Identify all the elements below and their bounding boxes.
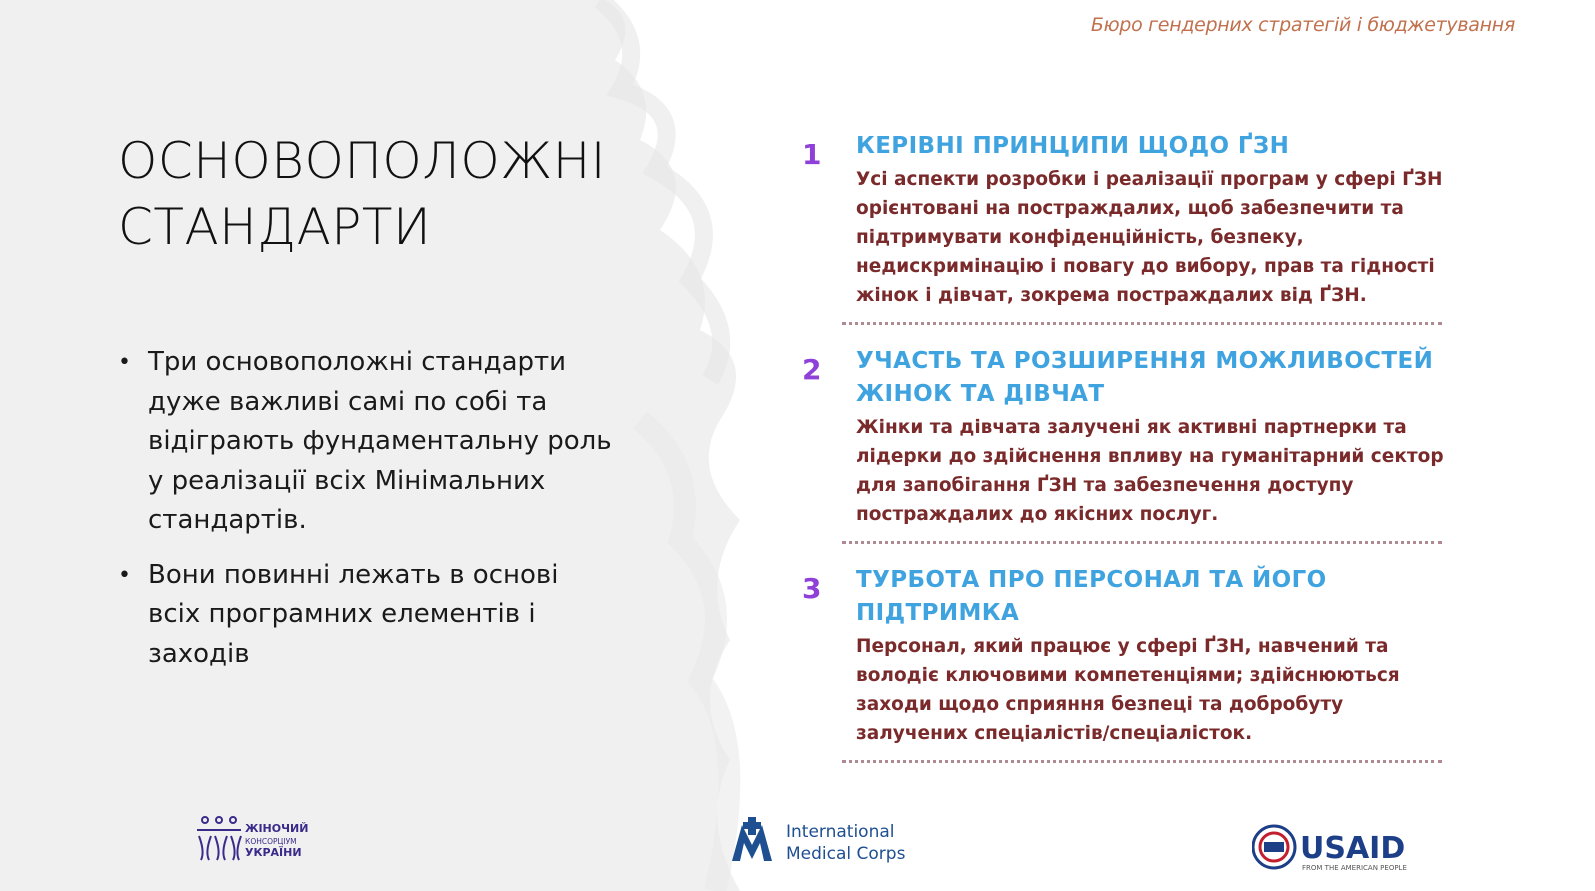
dotted-divider	[842, 760, 1442, 763]
standard-number: 1	[802, 138, 822, 171]
imc-line1: International	[786, 822, 895, 842]
usaid-logo	[1252, 820, 1417, 874]
bullet-text: Три основоположні стандарти дуже важливі самі по собі та відіграють фундаментальну роль у реалізації всіх Мінімальних стандартів.	[148, 347, 612, 535]
bullet-item	[118, 556, 618, 675]
page-title	[118, 128, 678, 260]
standard-heading: УЧАСТЬ ТА РОЗШИРЕННЯ МОЖЛИВОСТЕЙ ЖІНОК ТА ДІВЧАТ	[856, 348, 1434, 407]
standard-number: 3	[802, 572, 822, 605]
bullet-list	[118, 343, 618, 689]
standard-number: 2	[802, 353, 822, 386]
standards-list	[800, 130, 1450, 783]
svg-text:FROM THE AMERICAN PEOPLE: FROM THE AMERICAN PEOPLE	[1302, 864, 1407, 872]
bullet-dot-icon: •	[118, 350, 131, 375]
imc-line2: Medical Corps	[786, 844, 905, 864]
standard-description: Жінки та дівчата залучені як активні партнерки та лідерки до здійснення впливу на гуманітарний сектор для запобігання ҐЗН та забезпечення доступу постраждалих до якісних послуг.	[856, 417, 1444, 525]
standard-description: Усі аспекти розробки і реалізації програм у сфері ҐЗН орієнтовані на постраждалих, щоб забезпечити та підтримувати конфіденційність, безпеку, недискримінацію і повагу до вибору, прав та гідності жінок і дівчат, зокрема постраждалих від ҐЗН.	[856, 169, 1443, 306]
womens-consortium-logo	[195, 812, 315, 868]
standard-description: Персонал, який працює у сфері ҐЗН, навчений та володіє ключовими компетенціями; здійснюються заходи щодо сприяння безпеці та добробуту залучених спеціалістів/спеціалісток.	[856, 636, 1400, 744]
standard-item	[800, 345, 1450, 544]
bullet-text: Вони повинні лежать в основі всіх програмних елементів і заходів	[148, 559, 559, 669]
dotted-divider	[842, 322, 1442, 325]
bullet-dot-icon: •	[118, 562, 131, 588]
svg-text:КОНСОРЦІУМ: КОНСОРЦІУМ	[245, 837, 297, 846]
standard-heading: ТУРБОТА ПРО ПЕРСОНАЛ ТА ЙОГО ПІДТРИМКА	[856, 567, 1327, 626]
dotted-divider	[842, 541, 1442, 544]
standard-item	[800, 130, 1450, 325]
title-line-2: СТАНДАРТИ	[118, 198, 432, 256]
standard-heading: КЕРІВНІ ПРИНЦИПИ ЩОДО ҐЗН	[856, 133, 1290, 159]
svg-text:USAID: USAID	[1300, 831, 1406, 866]
svg-text:УКРАЇНИ: УКРАЇНИ	[245, 846, 302, 859]
bureau-header: Бюро гендерних стратегій і бюджетування	[1090, 14, 1515, 36]
bullet-item	[118, 343, 618, 541]
svg-text:ЖІНОЧИЙ: ЖІНОЧИЙ	[245, 822, 309, 835]
imc-logo	[730, 815, 905, 865]
title-line-1: ОСНОВОПОЛОЖНІ	[118, 132, 607, 190]
standard-item	[800, 564, 1450, 763]
